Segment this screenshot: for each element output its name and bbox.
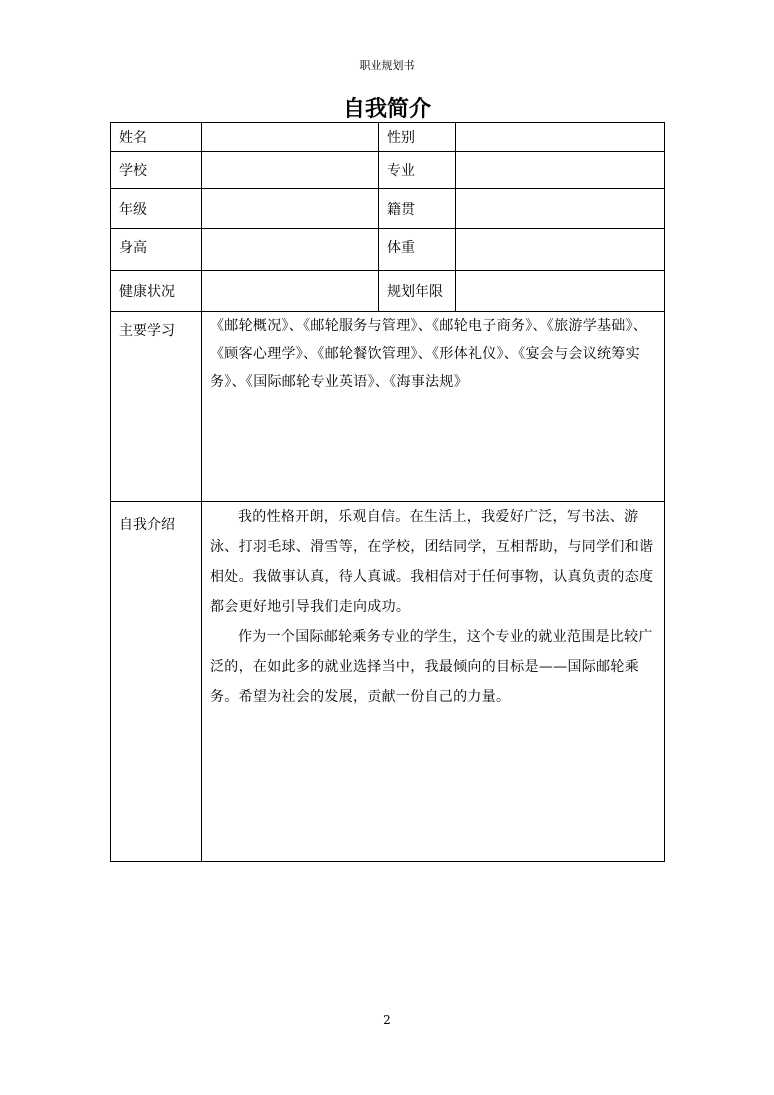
- table-row: [111, 152, 665, 189]
- table-row: [111, 229, 665, 271]
- grade-label: 年级: [111, 189, 202, 229]
- courses-label: 主要学习: [111, 312, 202, 502]
- major-label: 专业: [379, 152, 456, 189]
- intro-text: [202, 502, 665, 862]
- name-label: 姓名: [111, 123, 202, 152]
- intro-paragraph: 我的性格开朗，乐观自信。在生活上，我爱好广泛，写书法、游泳、打羽毛球、滑雪等，在学校，团结同学，互相帮助，与同学们和谐相处。我做事认真，待人真诚。我相信对于任何事物，认真负责的态度都会更好地引导我们走向成功。: [210, 509, 654, 615]
- table-row: [111, 502, 665, 862]
- hometown-field[interactable]: [456, 189, 665, 229]
- page-title: 自我简介: [342, 97, 431, 122]
- name-field[interactable]: [202, 123, 379, 152]
- height-label: 身高: [111, 229, 202, 271]
- running-header: 职业规划书: [359, 59, 415, 72]
- intro-paragraph: 作为一个国际邮轮乘务专业的学生，这个专业的就业范围是比较广泛的，在如此多的就业选择当中，我最倾向的目标是——国际邮轮乘务。希望为社会的发展，贡献一份自己的力量。: [210, 629, 653, 705]
- courses-text: 《邮轮概况》、《邮轮服务与管理》、《邮轮电子商务》、《旅游学基础》、《顾客心理学》、《邮轮餐饮管理》、《形体礼仪》、《宴会与会议统筹实务》、《国际邮轮专业英语》、《海事法规》: [202, 312, 665, 502]
- table-row: [111, 189, 665, 229]
- table-row: [111, 123, 665, 152]
- major-field[interactable]: [456, 152, 665, 189]
- weight-field[interactable]: [456, 229, 665, 271]
- gender-label: 性别: [379, 123, 456, 152]
- table-row: [111, 271, 665, 312]
- plan-years-field[interactable]: [456, 271, 665, 312]
- hometown-label: 籍贯: [379, 189, 456, 229]
- health-field[interactable]: [202, 271, 379, 312]
- plan-years-label: 规划年限: [379, 271, 456, 312]
- gender-field[interactable]: [456, 123, 665, 152]
- weight-label: 体重: [379, 229, 456, 271]
- page-number: 2: [383, 1013, 391, 1027]
- table-row: [111, 312, 665, 502]
- height-field[interactable]: [202, 229, 379, 271]
- self-introduction-table: [110, 122, 665, 862]
- grade-field[interactable]: [202, 189, 379, 229]
- school-label: 学校: [111, 152, 202, 189]
- school-field[interactable]: [202, 152, 379, 189]
- intro-label: 自我介绍: [111, 502, 202, 862]
- health-label: 健康状况: [111, 271, 202, 312]
